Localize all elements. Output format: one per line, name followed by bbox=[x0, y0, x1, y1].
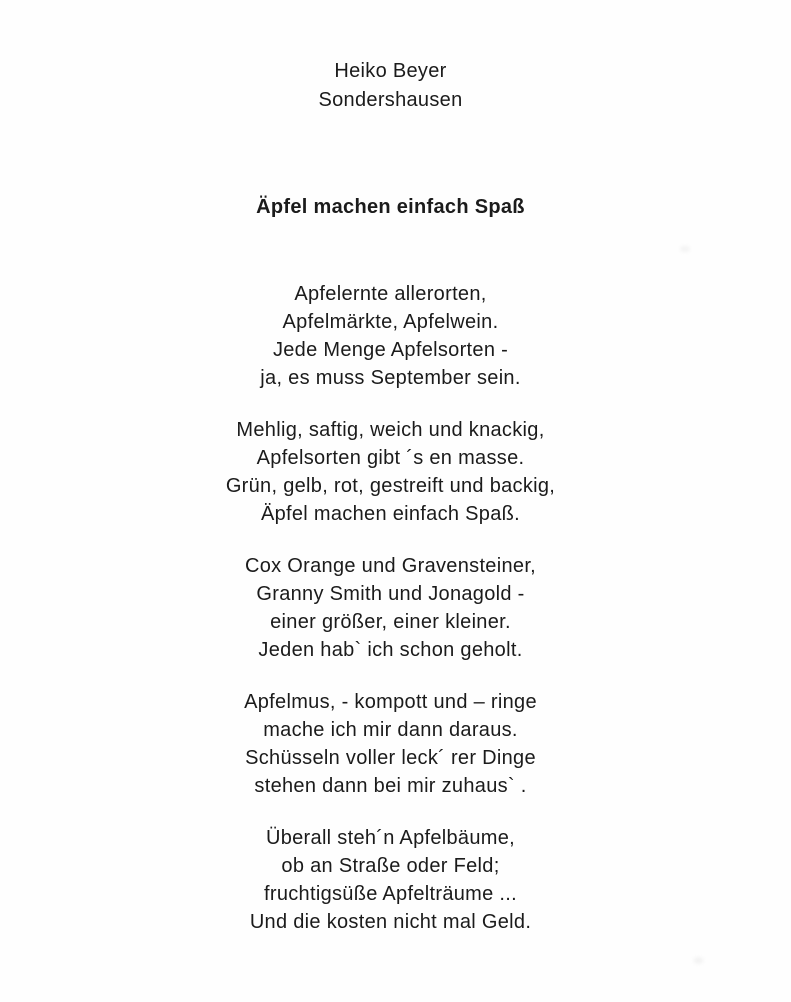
poem-line: Apfelmärkte, Apfelwein. bbox=[282, 311, 499, 333]
scan-artifact bbox=[694, 958, 703, 963]
stanza-3 bbox=[0, 552, 781, 664]
poem-line: Grün, gelb, rot, gestreift und backig, bbox=[225, 475, 556, 497]
poem-line: ja, es muss September sein. bbox=[260, 367, 521, 389]
stanza-2 bbox=[0, 416, 781, 528]
poem-line: Granny Smith und Jonagold - bbox=[256, 583, 525, 605]
poem-line: mache ich mir dann daraus. bbox=[263, 719, 518, 741]
poem-title: Äpfel machen einfach Spaß bbox=[256, 196, 525, 218]
poem-line: stehen dann bei mir zuhaus` . bbox=[254, 775, 527, 797]
poem-line: Jeden hab` ich schon geholt. bbox=[258, 639, 523, 661]
poem-line: einer größer, einer kleiner. bbox=[270, 611, 511, 633]
author-name: Heiko Beyer bbox=[334, 60, 447, 82]
poem-line: Apfelsorten gibt ´s en masse. bbox=[256, 447, 525, 469]
poem-line: Und die kosten nicht mal Geld. bbox=[249, 911, 532, 933]
poem-line: ob an Straße oder Feld; bbox=[281, 855, 500, 877]
stanza-5 bbox=[0, 824, 781, 936]
poem-line: Cox Orange und Gravensteiner, bbox=[244, 555, 537, 577]
author-location: Sondershausen bbox=[318, 89, 463, 111]
poem-line: Schüsseln voller leck´ rer Dinge bbox=[245, 747, 536, 769]
scan-artifact bbox=[680, 247, 690, 251]
poem-line: Überall steh´n Apfelbäume, bbox=[265, 827, 516, 849]
poem-line: Mehlig, saftig, weich und knackig, bbox=[236, 419, 545, 441]
poem-line: Äpfel machen einfach Spaß. bbox=[260, 503, 521, 525]
poem-line: Apfelernte allerorten, bbox=[294, 283, 487, 305]
poem-line: fruchtigsüße Apfelträume ... bbox=[264, 883, 517, 905]
stanza-4 bbox=[0, 688, 781, 800]
stanza-1 bbox=[0, 280, 781, 392]
poem-line: Apfelmus, - kompott und – ringe bbox=[244, 691, 537, 713]
author-block bbox=[0, 57, 781, 115]
poem-line: Jede Menge Apfelsorten - bbox=[272, 339, 509, 361]
